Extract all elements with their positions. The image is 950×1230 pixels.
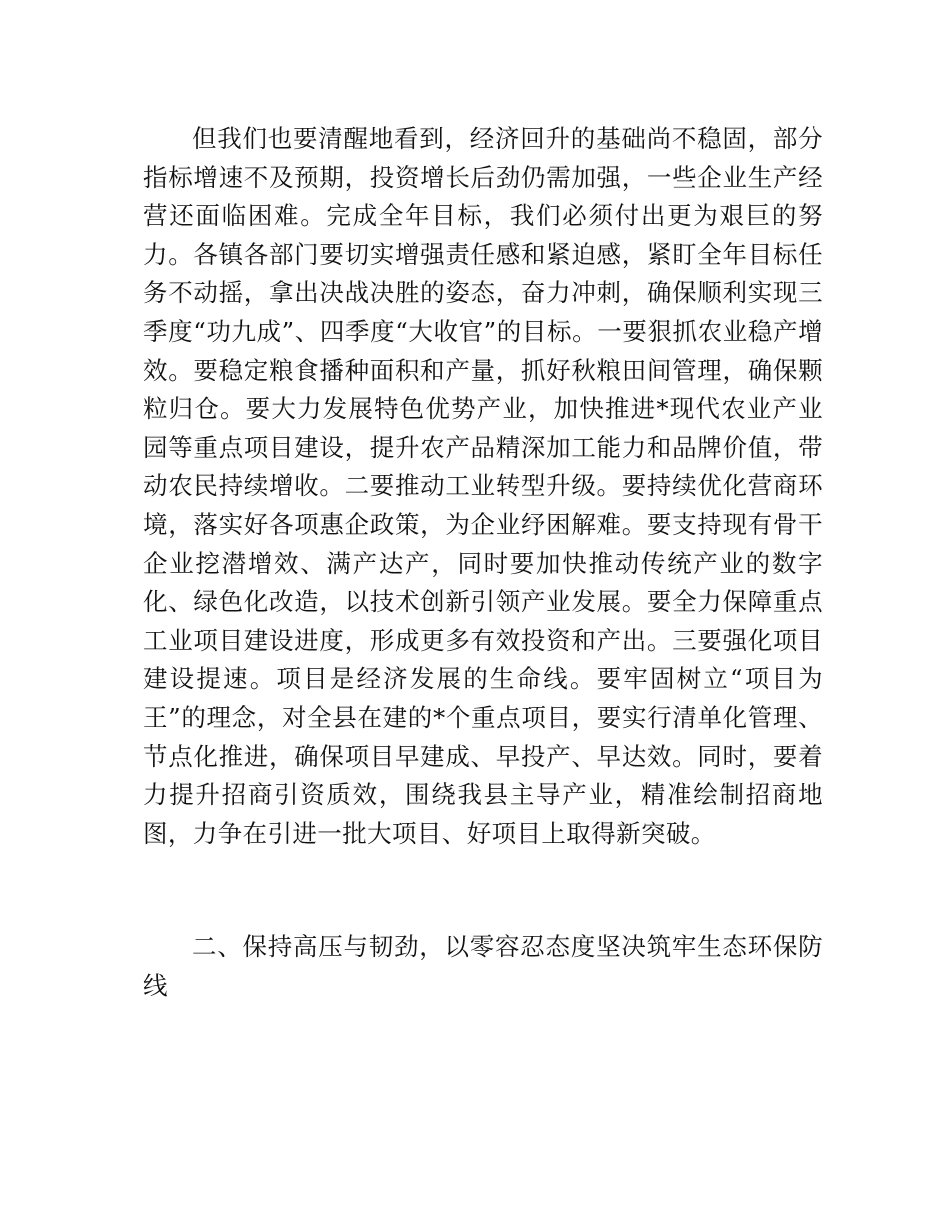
body-paragraph: 但我们也要清醒地看到，经济回升的基础尚不稳固，部分指标增速不及预期，投资增长后劲仍需加强，一些企业生产经营还面临困难。完成全年目标，我们必须付出更为艰巨的努力。各镇各部门要切实增强责任感和紧迫感，紧盯全年目标任务不动摇，拿出决战决胜的姿态，奋力冲刺，确保顺利实现三季度“功九成”、四季度“大收官”的目标。一要狠抓农业稳产增效。要稳定粮食播种面积和产量，抓好秋粮田间管理，确保颗粒归仓。要大力发展特色优势产业，加快推进*现代农业产业园等重点项目建设，提升农产品精深加工能力和品牌价值，带动农民持续增收。二要推动工业转型升级。要持续优化营商环境，落实好各项惠企政策，为企业纾困解难。要支持现有骨干企业挖潜增效、满产达产，同时要加快推动传统产业的数字化、绿色化改造，以技术创新引领产业发展。要全力保障重点工业项目建设进度，形成更多有效投资和产出。三要强化项目建设提速。项目是经济发展的生命线。要牢固树立“项目为王”的理念，对全县在建的*个重点项目，要实行清单化管理、节点化推进，确保项目早建成、早投产、早达效。同时，要着力提升招商引资质效，围绕我县主导产业，精准绘制招商地图，力争在引进一批大项目、好项目上取得新突破。 xyxy=(143,124,823,848)
section-heading: 二、保持高压与韧劲，以零容忍态度坚决筑牢生态环保防线 xyxy=(143,932,823,1000)
